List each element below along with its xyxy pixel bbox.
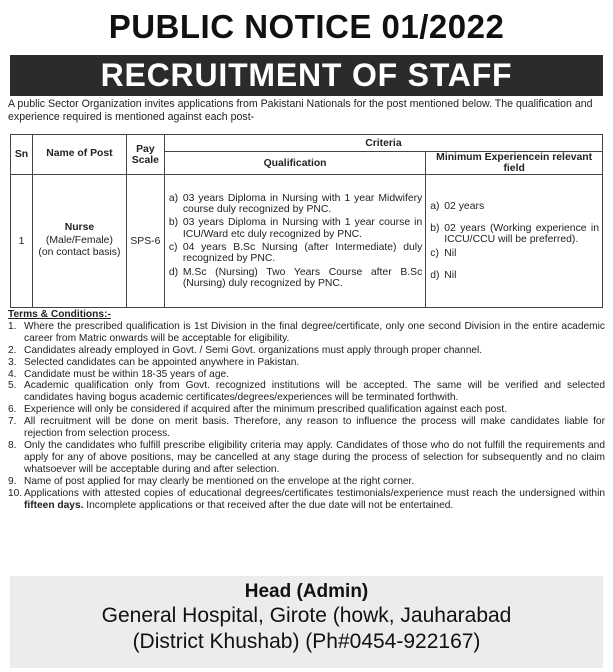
- term-number: 8.: [8, 439, 17, 451]
- list-item: [430, 248, 599, 259]
- experience-list: [426, 197, 602, 285]
- term-text: All recruitment will be done on merit basis. Therefore, any reason to influence the process will make candidates liable for rejection from selection process.: [24, 416, 605, 440]
- list-item: [8, 488, 605, 512]
- item-marker: c): [168, 242, 178, 253]
- table-header-row: [11, 135, 603, 152]
- list-item: [430, 201, 599, 212]
- list-item: [169, 267, 422, 290]
- list-item: [8, 321, 605, 345]
- notice-title: PUBLIC NOTICE 01/2022: [108, 8, 505, 45]
- footer-district-phone: (District Khushab) (Ph#0454-922167): [132, 630, 481, 653]
- item-marker: a): [168, 192, 179, 204]
- term-number: 5.: [8, 380, 17, 392]
- terms-list: [8, 321, 605, 512]
- term-text-before: Applications with attested copies of educational degrees/certificates testimonials/experience must reach the undersigned within: [24, 487, 605, 499]
- header-pay-scale: Pay Scale: [126, 135, 164, 175]
- term-number: 1.: [8, 320, 17, 332]
- list-item: [8, 440, 605, 476]
- list-item: [8, 404, 605, 416]
- term-deadline: fifteen days.: [24, 499, 84, 511]
- cell-sn: 1: [11, 175, 33, 308]
- item-text: 02 years (Working experience in ICCU/CCU will be preferred).: [444, 223, 599, 246]
- header-experience: Minimum Experiencein relevant field: [426, 152, 603, 175]
- cell-experience: [426, 175, 603, 308]
- term-number: 10.: [8, 487, 23, 499]
- item-marker: a): [430, 200, 440, 212]
- term-text: Experience will only be considered if acquired after the minimum prescribed qualification against each post.: [24, 404, 508, 416]
- post-basis: (on contact basis): [38, 247, 121, 259]
- list-item: [8, 357, 605, 369]
- cell-post: [32, 175, 126, 308]
- list-item: [8, 369, 605, 381]
- terms-section: [8, 309, 605, 511]
- item-text: 03 years Diploma in Nursing with 1 year course in ICU/Ward etc duly recognized by PNC.: [182, 217, 423, 240]
- header-criteria: Criteria: [164, 135, 602, 152]
- header-sn: Sn: [11, 135, 33, 175]
- list-item: [430, 223, 599, 246]
- item-text: M.Sc (Nursing) Two Years Course after B.Sc (Nursing) duly recognized by PNC.: [182, 266, 423, 289]
- term-text: Selected candidates can be appointed anywhere in Pakistan.: [24, 356, 300, 368]
- terms-heading: Terms & Conditions:-: [8, 309, 111, 320]
- term-text: Academic qualification only from Govt. recognized institutions will be accepted. The same will be verified and selected candidates having bogus academic certificates/degrees/experiences will be terminated forthwith.: [24, 380, 605, 404]
- header-qualification: Qualification: [164, 152, 425, 175]
- cell-qualification: [164, 175, 425, 308]
- term-number: 2.: [8, 344, 17, 356]
- list-item: [8, 345, 605, 357]
- item-marker: d): [168, 266, 179, 278]
- cell-scale: SPS-6: [126, 175, 164, 308]
- term-number: 3.: [8, 356, 17, 368]
- item-marker: d): [430, 269, 440, 281]
- term-number: 9.: [8, 475, 17, 487]
- footer-address: General Hospital, Girote (howk, Jauharabad: [101, 604, 512, 627]
- term-text-after: Incomplete applications or that received after the due date will not be entertained.: [83, 499, 454, 511]
- header-post-name: Name of Post: [32, 135, 126, 175]
- item-text: Nil: [444, 247, 457, 259]
- list-item: [169, 217, 422, 240]
- posts-table: [10, 134, 603, 308]
- list-item: [430, 270, 599, 281]
- contact-footer: [10, 576, 603, 668]
- item-marker: c): [430, 247, 439, 259]
- table-row: [11, 175, 603, 308]
- term-text: Where the prescribed qualification is 1st Division in the final degree/certificate, only one second Division in the entire academic career from Matric onwards will be acceptable for eligibility.: [24, 320, 605, 344]
- post-name: Nurse: [64, 222, 95, 234]
- item-marker: b): [430, 223, 440, 235]
- item-marker: b): [168, 217, 179, 229]
- list-item: [8, 476, 605, 488]
- term-number: 4.: [8, 368, 17, 380]
- item-text: 03 years Diploma in Nursing with 1 year Midwifery course duly recognized by PNC.: [182, 192, 423, 216]
- qualification-list: [165, 189, 425, 293]
- intro-paragraph: A public Sector Organization invites applications from Pakistani Nationals for the post mentioned below. The qualification and experience required is mentioned against each post-: [8, 98, 593, 123]
- term-text: Candidates already employed in Govt. / Semi Govt. organizations must apply through proper channel.: [24, 344, 483, 356]
- list-item: [169, 242, 422, 265]
- term-text: Name of post applied for may clearly be mentioned on the envelope at the right corner.: [24, 475, 415, 487]
- item-text: 04 years B.Sc Nursing (after Intermediate) duly recognized by PNC.: [182, 242, 423, 265]
- list-item: [8, 380, 605, 404]
- list-item: [8, 416, 605, 440]
- item-text: Nil: [444, 269, 457, 281]
- term-text: Candidate must be within 18-35 years of age.: [24, 368, 230, 380]
- footer-head: Head (Admin): [244, 581, 369, 602]
- term-text: Only the candidates who fulfill prescribe eligibility criteria may apply. Candidates of those who do not fulfill the requirements and apply for any of above positions, may be cancelled at any stage during the process of selection for subsequently and no claim whatsoever will be acceptable during and after selection.: [24, 439, 605, 475]
- term-number: 6.: [8, 404, 17, 416]
- term-number: 7.: [8, 416, 17, 428]
- list-item: [169, 193, 422, 216]
- item-text: 02 years: [444, 200, 485, 212]
- term-text: [24, 488, 605, 512]
- post-gender: (Male/Female): [45, 234, 113, 246]
- recruitment-banner: RECRUITMENT OF STAFF: [10, 55, 603, 96]
